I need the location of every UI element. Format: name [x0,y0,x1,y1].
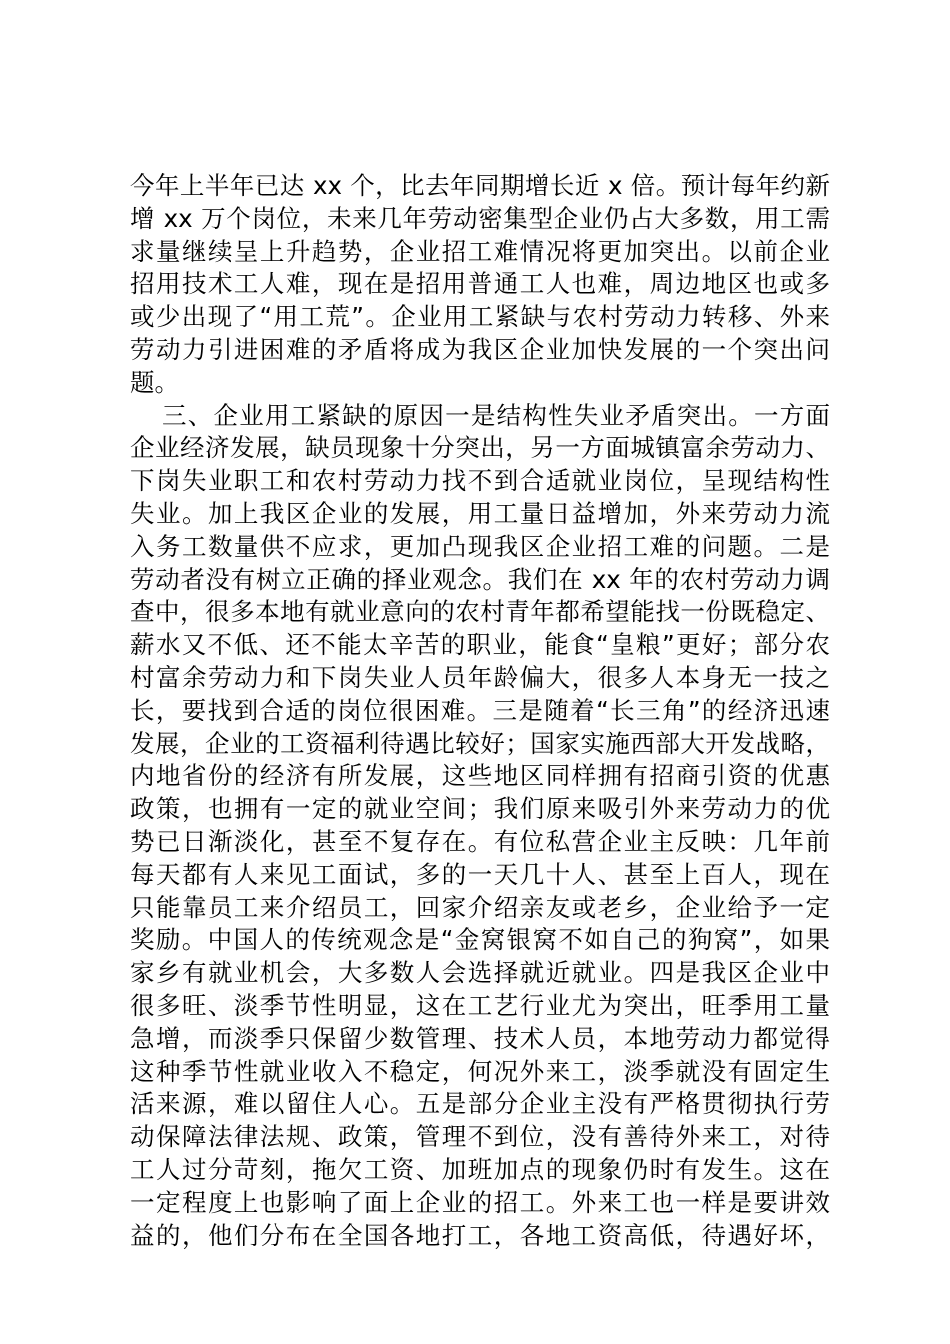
text-line: 发展，企业的工资福利待遇比较好；国家实施西部大开发战略， [130,728,830,758]
text-line: 家乡有就业机会，大多数人会选择就近就业。四是我区企业中 [130,958,830,988]
text-line: 每天都有人来见工面试，多的一天几十人、甚至上百人，现在 [130,859,830,889]
text-line: 内地省份的经济有所发展，这些地区同样拥有招商引资的优惠 [130,761,830,791]
text-line: 题。 [130,367,179,397]
text-line: 急增，而淡季只保留少数管理、技术人员，本地劳动力都觉得 [130,1023,830,1053]
paragraph-2 [130,400,830,1253]
text-line: 奖励。中国人的传统观念是“金窝银窝不如自己的狗窝”，如果 [130,925,830,955]
text-line: 这种季节性就业收入不稳定，何况外来工，淡季就没有固定生 [130,1056,830,1086]
text-line: 活来源，难以留住人心。五是部分企业主没有严格贯彻执行劳 [130,1089,830,1119]
text-line: 失业。加上我区企业的发展，用工量日益增加，外来劳动力流 [130,498,830,528]
text-line: 长，要找到合适的岗位很困难。三是随着“长三角”的经济迅速 [130,695,830,725]
text-line: 村富余劳动力和下岗失业人员年龄偏大，很多人本身无一技之 [130,662,830,692]
text-line: 今年上半年已达 xx 个，比去年同期增长近 x 倍。预计每年约新 [130,171,830,200]
text-line: 只能靠员工来介绍员工，回家介绍亲友或老乡，企业给予一定 [130,892,830,922]
text-line: 动保障法律法规、政策，管理不到位，没有善待外来工，对待 [130,1122,830,1152]
text-line: 企业经济发展，缺员现象十分突出，另一方面城镇富余劳动力、 [130,433,830,463]
text-line: 招用技术工人难，现在是招用普通工人也难，周边地区也或多 [130,269,830,299]
text-line: 很多旺、淡季节性明显，这在工艺行业尤为突出，旺季用工量 [130,990,830,1020]
text-line: 三、企业用工紧缺的原因一是结构性失业矛盾突出。一方面 [162,400,830,430]
text-line: 劳动力引进困难的矛盾将成为我区企业加快发展的一个突出问 [130,334,830,364]
text-line: 或少出现了“用工荒”。企业用工紧缺与农村劳动力转移、外来 [130,302,830,332]
text-line: 查中，很多本地有就业意向的农村青年都希望能找一份既稳定、 [130,597,830,627]
text-line: 政策，也拥有一定的就业空间；我们原来吸引外来劳动力的优 [130,794,830,824]
text-line: 势已日渐淡化，甚至不复存在。有位私营企业主反映：几年前 [130,826,830,856]
text-line: 一定程度上也影响了面上企业的招工。外来工也一样是要讲效 [130,1187,830,1217]
text-line: 下岗失业职工和农村劳动力找不到合适就业岗位，呈现结构性 [130,466,830,496]
text-line: 增 xx 万个岗位，未来几年劳动密集型企业仍占大多数，用工需 [130,203,830,233]
text-line: 益的，他们分布在全国各地打工，各地工资高低，待遇好坏， [130,1220,830,1250]
text-line: 劳动者没有树立正确的择业观念。我们在 xx 年的农村劳动力调 [130,564,830,594]
text-line: 入务工数量供不应求，更加凸现我区企业招工难的问题。二是 [130,531,830,561]
text-line: 薪水又不低、还不能太辛苦的职业，能食“皇粮”更好；部分农 [130,630,830,660]
text-line: 工人过分苛刻，拖欠工资、加班加点的现象仍时有发生。这在 [130,1154,830,1184]
text-line: 求量继续呈上升趋势，企业招工难情况将更加突出。以前企业 [130,236,830,266]
paragraph-1 [130,170,830,400]
document-page [130,170,830,1252]
